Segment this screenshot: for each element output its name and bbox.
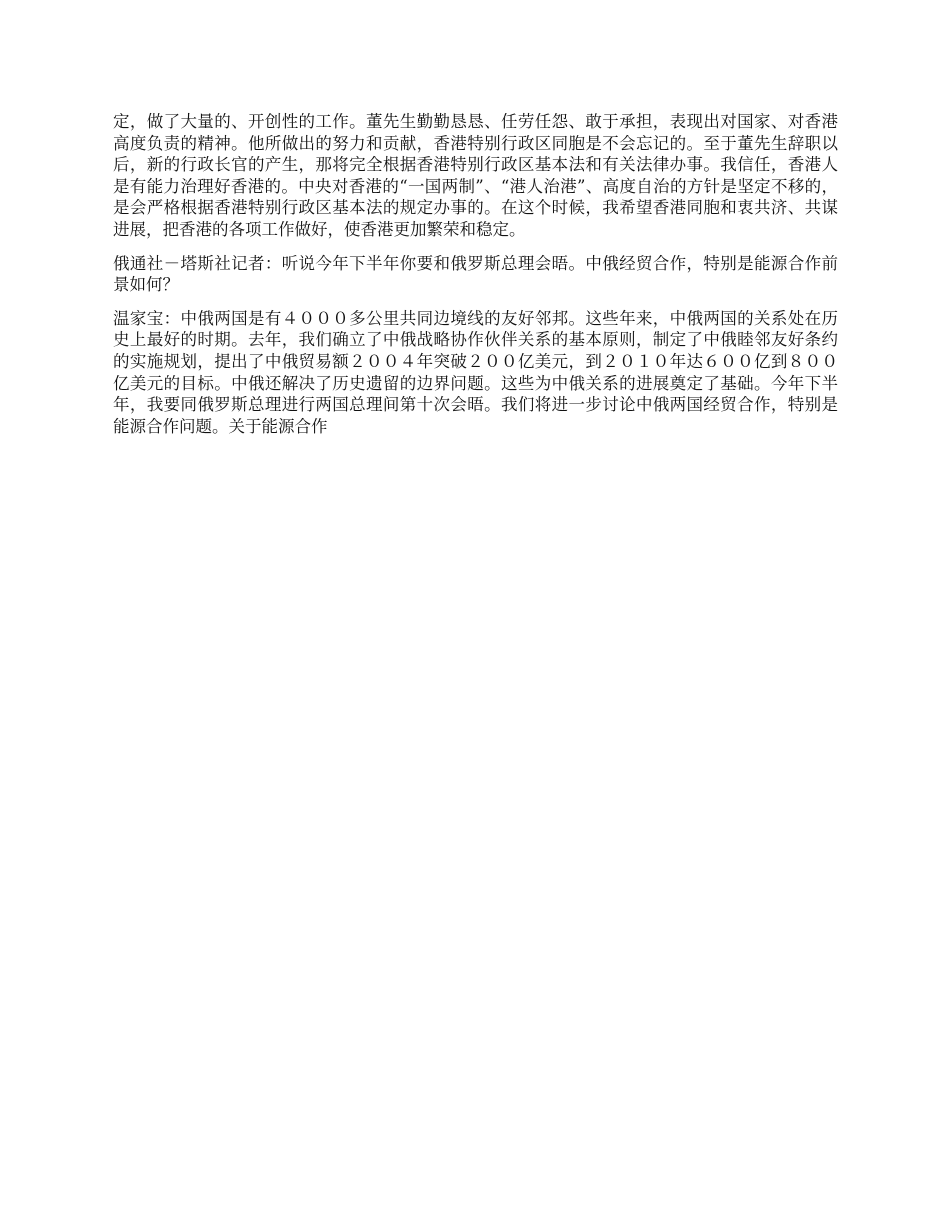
paragraph-wen-jiabao-answer: 温家宝：中俄两国是有４０００多公里共同边境线的友好邻邦。这些年来，中俄两国的关系处在历史上最好的时期。去年，我们确立了中俄战略协作伙伴关系的基本原则，制定了中俄睦邻友好条约的实施规划，提出了中俄贸易额２００４年突破２００亿美元，到２０１０年达６００亿到８００亿美元的目标。中俄还解决了历史遗留的边界问题。这些为中俄关系的进展奠定了基础。今年下半年，我要同俄罗斯总理进行两国总理间第十次会晤。我们将进一步讨论中俄两国经贸合作，特别是能源合作问题。关于能源合作 — [113, 308, 838, 436]
paragraph-dong-tribute: 定，做了大量的、开创性的工作。董先生勤勤恳恳、任劳任怨、敢于承担，表现出对国家、对香港高度负责的精神。他所做出的努力和贡献，香港特别行政区同胞是不会忘记的。至于董先生辞职以后，新的行政长官的产生，那将完全根据香港特别行政区基本法和有关法律办事。我信任，香港人是有能力治理好香港的。中央对香港的“一国两制”、“港人治港”、高度自治的方针是坚定不移的，是会严格根据香港特别行政区基本法的规定办事的。在这个时候，我希望香港同胞和衷共济、共谋进展，把香港的各项工作做好，使香港更加繁荣和稳定。 — [113, 112, 838, 239]
document-body — [113, 111, 838, 449]
paragraph-itar-tass-question: 俄通社－塔斯社记者：听说今年下半年你要和俄罗斯总理会晤。中俄经贸合作，特别是能源合作前景如何？ — [113, 253, 838, 295]
